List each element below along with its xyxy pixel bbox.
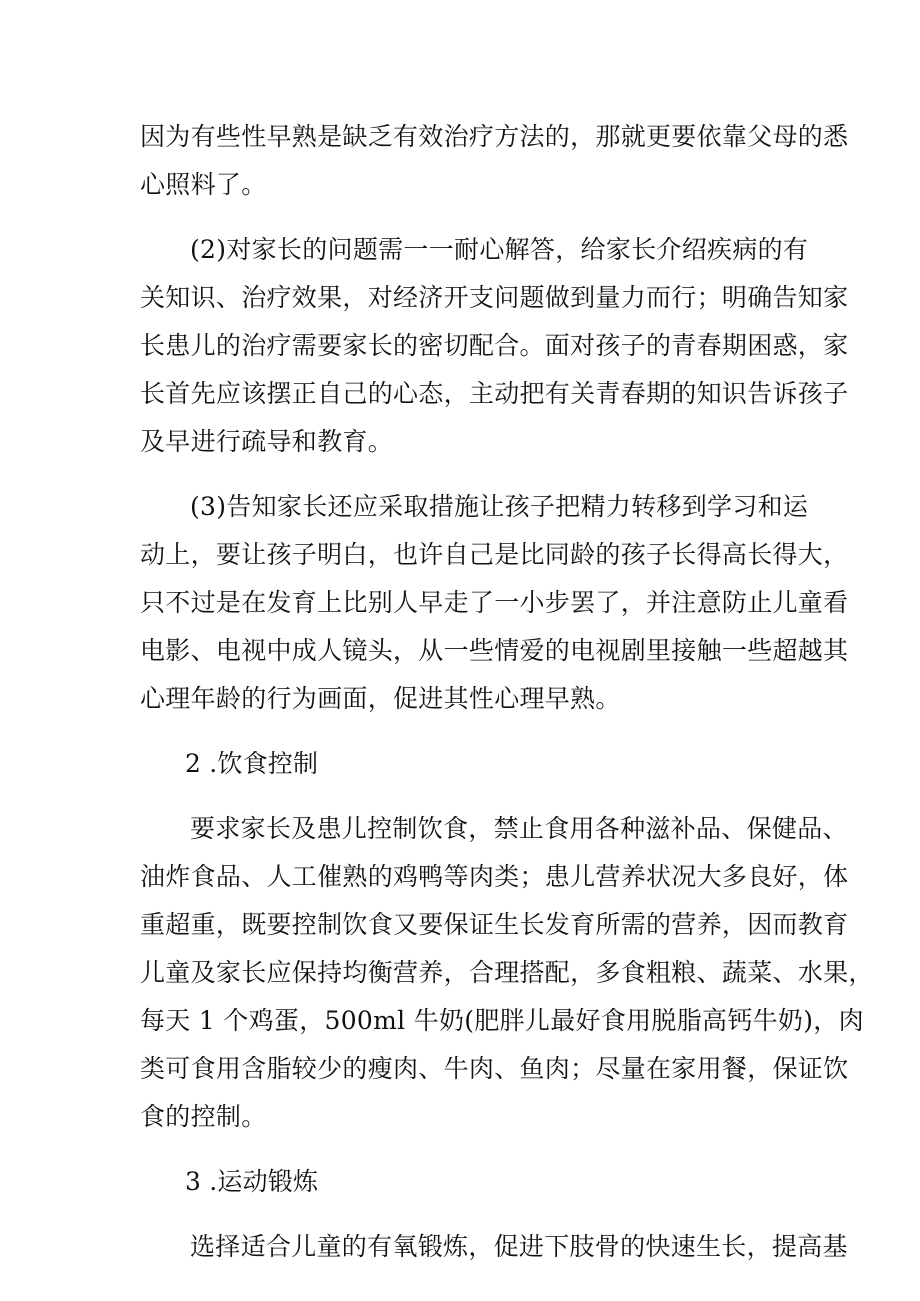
paragraph-line: 因为有些性早熟是缺乏有效治疗方法的，那就更要依靠父母的悉 <box>140 122 849 151</box>
paragraph-line: 类可食用含脂较少的瘦肉、牛肉、鱼肉；尽量在家用餐，保证饮 <box>140 1054 849 1083</box>
paragraph-line: (2)对家长的问题需一一耐心解答，给家长介绍疾病的有 <box>190 235 809 264</box>
paragraph-line: 选择适合儿童的有氧锻炼，促进下肢骨的快速生长，提高基 <box>190 1232 848 1261</box>
paragraph-line: 长首先应该摆正自己的心态，主动把有关青春期的知识告诉孩子 <box>140 379 849 408</box>
paragraph-gap <box>140 1141 800 1158</box>
paragraph-line: 心照料了。 <box>140 170 267 199</box>
paragraph-line: 只不过是在发育上比别人早走了一小步罢了，并注意防止儿童看 <box>140 588 849 617</box>
paragraph-line: 油炸食品、人工催熟的鸡鸭等肉类；患儿营养状况大多良好，体 <box>140 862 849 891</box>
document-body <box>140 113 874 1271</box>
paragraph-gap <box>140 209 800 226</box>
paragraph-line: 及早进行疏导和教育。 <box>140 427 394 456</box>
paragraph-line: 动上，要让孩子明白，也许自己是比同龄的孩子长得高长得大， <box>140 540 849 569</box>
section-heading: 3 .运动锻炼 <box>185 1167 319 1196</box>
paragraph-line: 关知识、治疗效果，对经济开支问题做到量力而行；明确告知家 <box>140 283 849 312</box>
paragraph-line: 长患儿的治疗需要家长的密切配合。面对孩子的青春期困惑，家 <box>140 331 849 360</box>
paragraph-gap <box>140 466 800 483</box>
paragraph-line: 电影、电视中成人镜头，从一些情爱的电视剧里接触一些超越其 <box>140 636 849 665</box>
paragraph-line: (3)告知家长还应采取措施让孩子把精力转移到学习和运 <box>190 492 809 521</box>
paragraph-line: 食的控制。 <box>140 1102 267 1131</box>
paragraph-line: 心理年龄的行为画面，促进其性心理早熟。 <box>140 684 621 713</box>
paragraph-gap <box>140 723 800 740</box>
paragraph-line: 重超重，既要控制饮食又要保证生长发育所需的营养，因而教育 <box>140 910 849 939</box>
section-heading: 2 .饮食控制 <box>185 749 319 778</box>
paragraph-line: 每天 1 个鸡蛋，500ml 牛奶(肥胖儿最好食用脱脂高钙牛奶)，肉 <box>140 1006 864 1035</box>
paragraph-gap <box>140 1206 800 1223</box>
paragraph-gap <box>140 788 800 805</box>
paragraph-line: 儿童及家长应保持均衡营养，合理搭配，多食粗粮、蔬菜、水果， <box>140 958 874 987</box>
paragraph-line: 要求家长及患儿控制饮食，禁止食用各种滋补品、保健品、 <box>190 814 848 843</box>
